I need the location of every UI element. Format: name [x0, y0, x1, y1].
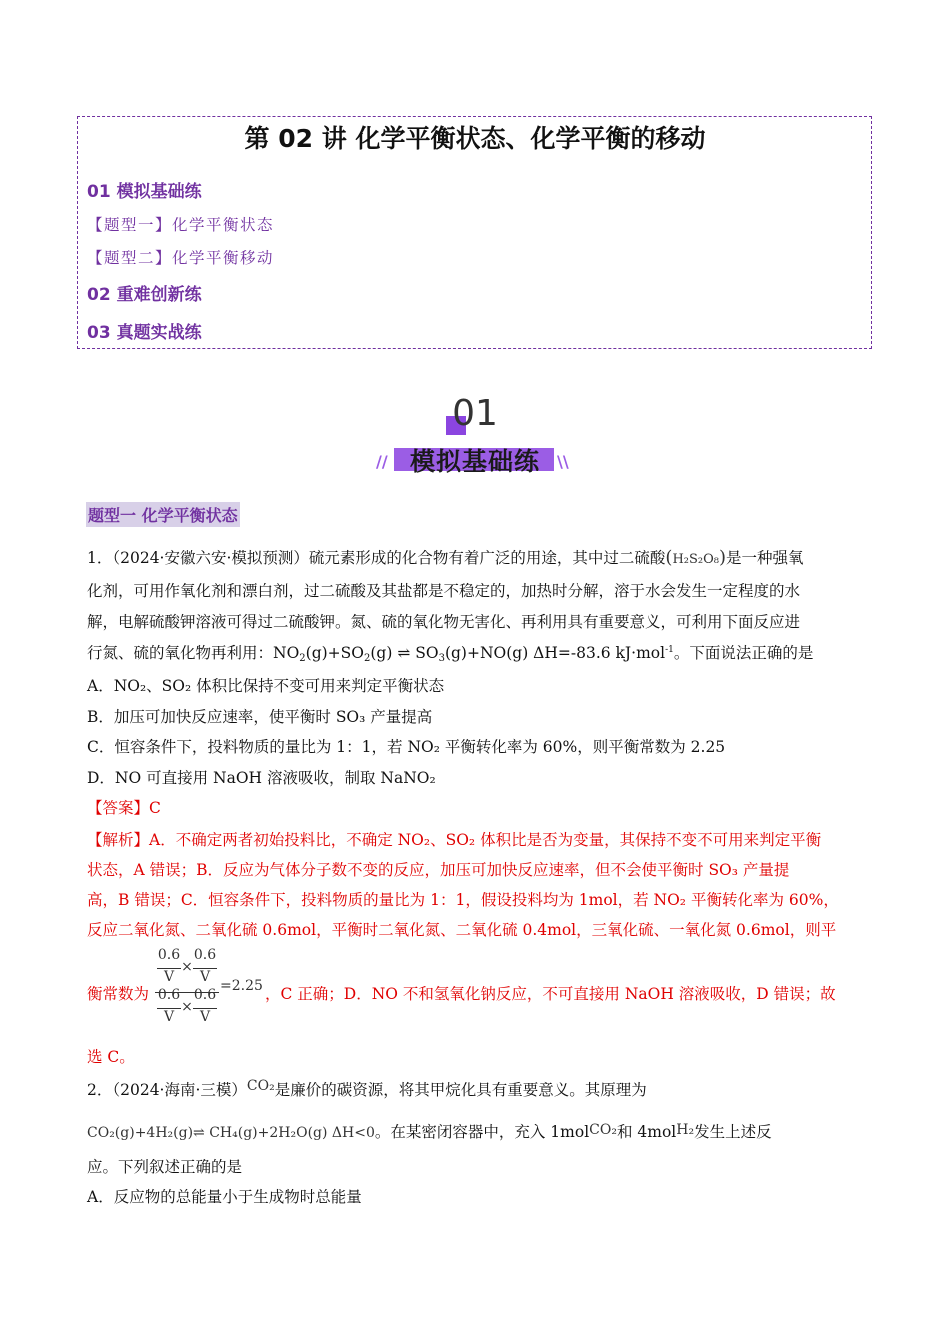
methanation-equation: CO₂(g)+4H₂(g)⇌ CH₄(g)+2H₂O(g) ΔH<0: [87, 1125, 375, 1141]
banner-number: 01: [452, 393, 498, 434]
q1-line-3: 解，电解硫酸钾溶液可得过二硫酸钾。氮、硫的氧化物无害化、再利用具有重要意义，可利用下面反应进: [87, 613, 801, 631]
q1-line-1: 1．（2024·安徽六安·模拟预测）硫元素形成的化合物有着广泛的用途，其中过二硫酸(H₂S₂O₈)是一种强氧: [87, 547, 804, 568]
q2-line-2: CO₂(g)+4H₂(g)⇌ CH₄(g)+2H₂O(g) ΔH<0。在某密闭容器中，充入 1molCO₂和 4molH₂发生上述反: [87, 1122, 772, 1141]
toc-section-1[interactable]: 01 模拟基础练: [87, 182, 202, 202]
toc-section-3[interactable]: 03 真题实战练: [87, 323, 202, 343]
banner-right-deco: \\: [557, 452, 569, 471]
h2s2o8-formula: H₂S₂O₈: [672, 552, 719, 567]
banner-label: 模拟基础练: [409, 447, 540, 476]
q1-explanation-5a: 衡常数为: [87, 985, 150, 1003]
equilibrium-arrow-icon: ⇌: [392, 644, 416, 662]
q2-option-a[interactable]: A．反应物的总能量小于生成物时总能量: [87, 1188, 362, 1206]
q1-explanation-5b: ，C 正确；D．NO 不和氢氧化钠反应，不可直接用 NaOH 溶液吸收，D 错误；故: [265, 985, 836, 1003]
q2-line-1: 2．（2024·海南·三模）CO₂是廉价的碳资源，将其甲烷化具有重要意义。其原理为: [87, 1078, 647, 1099]
banner-left-deco: //: [376, 452, 388, 471]
toc-subsection-2[interactable]: 【题型二】化学平衡移动: [87, 249, 275, 267]
q1-option-c[interactable]: C．恒容条件下，投料物质的量比为 1：1，若 NO₂ 平衡转化率为 60%，则平衡常数为 2.25: [87, 738, 726, 756]
toc-section-2[interactable]: 02 重难创新练: [87, 285, 202, 305]
q1-line-4: 行氮、硫的氧化物再利用：$NO_2(g)+SO_2(g)$ ⇌ $SO_3(g)+NO(g)$ ΔH=-83.6 kJ·mol$^{-1}$。下面说法正确的是: [87, 644, 814, 664]
q2-line-3: 应。下列叙述正确的是: [87, 1158, 243, 1176]
q1-line-2: 化剂，可用作氧化剂和漂白剂，过二硫酸及其盐都是不稳定的，加热时分解，溶于水会发生一定程度的水: [87, 582, 801, 600]
q1-explanation-3: 高，B 错误；C．恒容条件下，投料物质的量比为 1：1，假设投料均为 1mol，若 NO₂ 平衡转化率为 60%，: [87, 891, 839, 909]
q1-option-d[interactable]: D．NO 可直接用 NaOH 溶液吸收，制取 NaNO₂: [87, 769, 436, 787]
q1-option-b[interactable]: B．加压可加快反应速率，使平衡时 SO₃ 产量提高: [87, 708, 433, 726]
toc-subsection-1[interactable]: 【题型一】化学平衡状态: [87, 216, 275, 234]
q1-explanation-1: 【解析】A．不确定两者初始投料比，不确定 NO₂、SO₂ 体积比是否为变量，其保持不变不可用来判定平衡: [87, 831, 822, 849]
q1-explanation-6: 选 C。: [87, 1048, 135, 1066]
page-title: 第 02 讲 化学平衡状态、化学平衡的移动: [244, 124, 706, 153]
q1-explanation-2: 状态，A 错误；B．反应为气体分子数不变的反应，加压可加快反应速率，但不会使平衡时 SO₃ 产量提: [87, 861, 790, 879]
q1-option-a[interactable]: A．NO₂、SO₂ 体积比保持不变可用来判定平衡状态: [87, 677, 445, 695]
category-heading: 题型一 化学平衡状态: [86, 502, 240, 527]
q1-answer: 【答案】C: [87, 799, 161, 817]
q1-explanation-4: 反应二氧化氮、二氧化硫 0.6mol，平衡时二氧化氮、二氧化硫 0.4mol，三氧化硫、一氧化氮 0.6mol，则平: [87, 921, 837, 939]
